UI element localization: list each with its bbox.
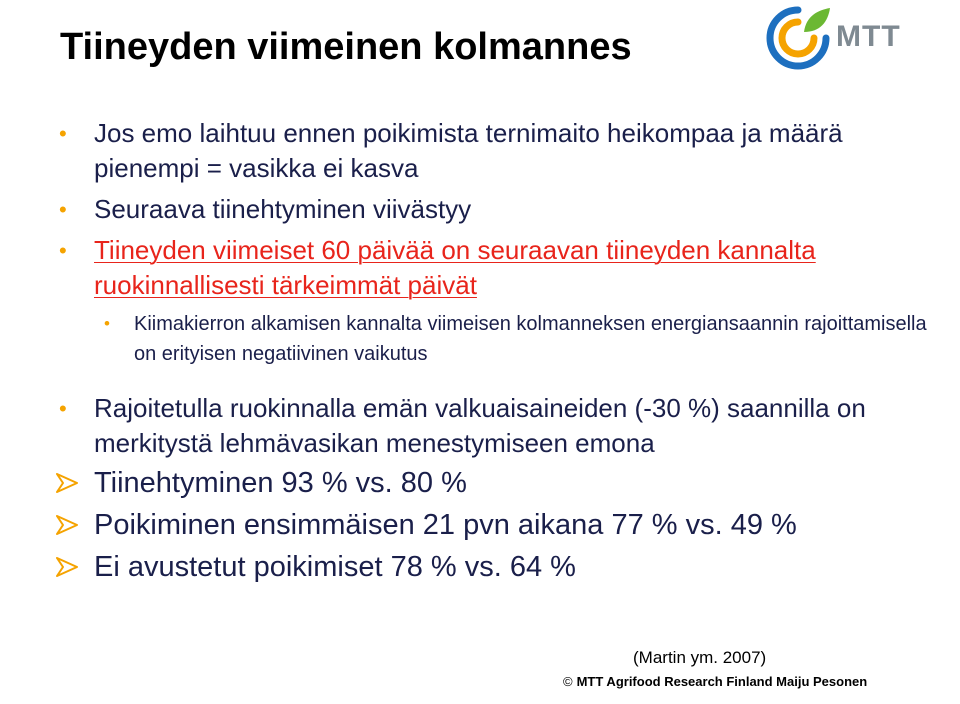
footer-text: MTT Agrifood Research Finland Maiju Pesonen: [576, 674, 868, 689]
mtt-logo-mark: [760, 2, 836, 72]
arrow-bullet-icon: [56, 557, 78, 577]
bullet-text: Ei avustetut poikimiset 78 % vs. 64 %: [94, 551, 576, 583]
bullet-dot-icon: •: [104, 314, 110, 333]
bullet-item-highlighted: [56, 233, 936, 303]
arrow-bullet-icon: [56, 515, 78, 535]
bullet-dot-icon: •: [59, 121, 67, 146]
bullet-text: Rajoitetulla ruokinnalla emän valkuaisaineiden (-30 %) saannilla on merkitystä lehmävasikan menestymiseen emona: [94, 393, 866, 458]
bullet-text: Jos emo laihtuu ennen poikimista ternimaito heikompaa ja määrä pienempi = vasikka ei kasva: [94, 118, 843, 183]
bullet-text: Kiimakierron alkamisen kannalta viimeisen kolmanneksen energiansaannin rajoittamisella on erityisen negatiivinen vaikutus: [134, 313, 927, 365]
arrow-bullet-item: [56, 463, 936, 503]
logo-text: MTT: [836, 20, 901, 53]
arrow-bullet-item: [56, 505, 936, 545]
copyright-symbol: ©: [563, 674, 573, 689]
bullet-text: Poikiminen ensimmäisen 21 pvn aikana 77 % vs. 49 %: [94, 509, 797, 541]
bullet-list: [56, 116, 936, 587]
bullet-text: Seuraava tiinehtyminen viivästyy: [94, 194, 472, 224]
footer: [563, 674, 867, 689]
slide-title: Tiineyden viimeinen kolmannes: [60, 26, 632, 68]
bullet-dot-icon: •: [59, 396, 67, 421]
bullet-text: Tiineyden viimeiset 60 päivää on seuraavan tiineyden kannalta ruokinnallisesti tärkeimmät päivät: [94, 235, 816, 300]
mtt-logo: [760, 2, 940, 72]
arrow-bullet-item: [56, 547, 936, 587]
bullet-dot-icon: •: [59, 238, 67, 263]
bullet-dot-icon: •: [59, 197, 67, 222]
bullet-item: [56, 391, 936, 461]
sub-bullet-item: [100, 309, 936, 369]
bullet-item: [56, 116, 936, 186]
arrow-bullet-icon: [56, 473, 78, 493]
bullet-text: Tiinehtyminen 93 % vs. 80 %: [94, 467, 467, 499]
citation: (Martin ym. 2007): [633, 648, 767, 667]
bullet-item: [56, 192, 936, 227]
